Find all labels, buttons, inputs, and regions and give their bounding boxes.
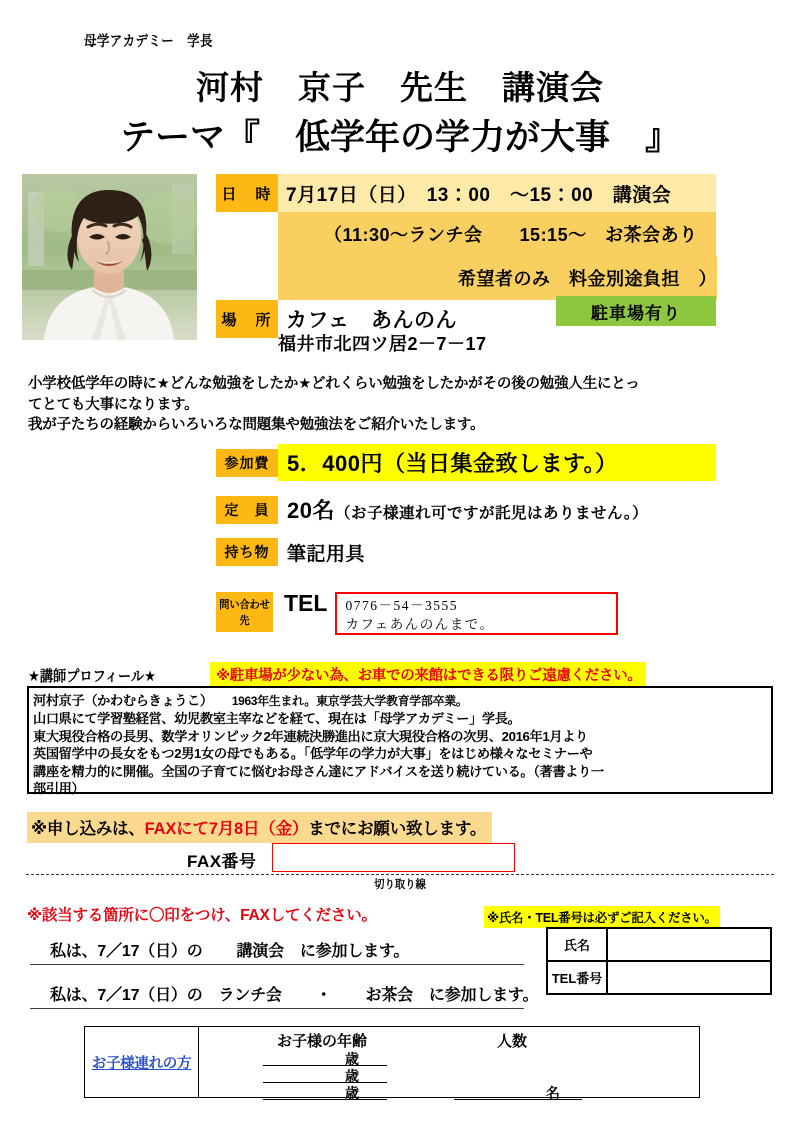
fee-row — [216, 444, 716, 481]
profile-line-1 — [33, 692, 766, 710]
capacity-number: 20名 — [287, 498, 335, 523]
fee-block — [216, 444, 716, 575]
place-value: カフェ あんのん — [278, 300, 716, 338]
children-count-input[interactable]: 名 — [454, 1083, 582, 1100]
children-count-header: 人数 — [497, 1033, 528, 1050]
tel-note: カフェあんのんまで。 — [345, 616, 495, 632]
speaker-portrait-photo — [22, 174, 197, 340]
application-note: ※該当する箇所に〇印をつけ、FAXしてください。 — [27, 907, 377, 924]
name-input[interactable] — [607, 928, 771, 961]
tel-number: 0776－54－3555 — [345, 598, 458, 613]
fee-label: 参加費 — [216, 449, 278, 477]
applicant-info-table — [546, 927, 772, 995]
deadline-highlight: FAXにて7月8日（金） — [144, 820, 309, 838]
contact-row — [216, 592, 618, 635]
event-info-table — [216, 174, 717, 354]
spacer-label-2 — [216, 256, 278, 300]
tel-word: TEL — [284, 590, 328, 616]
children-link[interactable]: お子様連れの方 — [91, 1055, 192, 1072]
theme-title: テーマ『 低学年の学力が大事 』 — [119, 118, 680, 157]
cut-line-divider — [26, 874, 774, 875]
application-line-lunch-tea[interactable] — [30, 982, 539, 1009]
children-age-header: お子様の年齢 — [277, 1033, 368, 1050]
app2-suffix: に参加します。 — [428, 987, 539, 1004]
capacity-label: 定 員 — [216, 496, 278, 524]
children-table — [84, 1026, 700, 1101]
place-label: 場 所 — [216, 300, 278, 338]
parking-warning: ※駐車場が少ない為、お車での来館はできる限りご遠慮ください。 — [210, 662, 646, 688]
app1-suffix: に参加します。 — [299, 943, 410, 960]
app2-prefix: 私は、7／17（日）の — [50, 987, 203, 1004]
children-age-input-3[interactable]: 歳 — [263, 1083, 387, 1100]
datetime-value: 7月17日（日） 13：00 ～15：00 講演会 — [278, 174, 716, 212]
children-age-input-2[interactable]: 歳 — [263, 1066, 387, 1083]
items-value: 筆記用具 — [287, 543, 366, 565]
deadline-pre: ※申し込みは、 — [31, 820, 145, 838]
items-row — [216, 538, 716, 566]
venue-address: 福井市北四ツ居2－7－17 — [278, 334, 487, 354]
info-row-optional — [216, 256, 716, 300]
profile-line-6: 部引用） — [33, 781, 85, 797]
fax-number-input[interactable] — [272, 843, 515, 872]
profile-heading: ★講師プロフィール★ — [28, 667, 156, 685]
app2-option-lunch[interactable]: ランチ会 — [218, 987, 282, 1004]
fax-number-label: FAX番号 — [187, 852, 257, 871]
cut-line-label: 切り取り線 — [374, 879, 426, 891]
info-row-lunch — [216, 212, 716, 256]
profile-line-3: 東大現役合格の長男、数学オリンピック2年連続決勝進出に京大現役合格の次男、2016年1月より — [33, 728, 588, 744]
children-label-cell — [85, 1027, 199, 1097]
items-label: 持ち物 — [216, 538, 278, 566]
info-row-datetime — [216, 174, 716, 212]
sub-line-1: （11:30～ランチ会 15:15～ お茶会あり — [278, 212, 716, 256]
fee-value: 5．400円（当日集金致します。） — [278, 444, 716, 481]
profile-box — [27, 686, 773, 797]
name-required-note: ※氏名・TEL番号は必ずご記入ください。 — [484, 906, 720, 928]
lead-line-2: てとても大事になります。 — [28, 396, 199, 413]
page-title: 河村 京子 先生 講演会 — [196, 69, 604, 106]
datetime-label: 日 時 — [216, 174, 278, 212]
parking-badge: 駐車場有り — [556, 296, 716, 326]
deadline-post: までにお願い致します。 — [308, 820, 487, 838]
tel-input[interactable] — [607, 961, 771, 994]
tel-box — [335, 592, 618, 635]
organization-line: 母学アカデミー 学長 — [84, 34, 213, 50]
profile-header — [28, 662, 780, 688]
capacity-row — [216, 494, 716, 525]
sub-line-2: 希望者のみ 料金別途負担 ） — [278, 256, 717, 300]
profile-line-4: 英国留学中の長女をもつ2男1女の母でもある。「低学年の学力が大事」をはじめ様々なセミナーや — [33, 746, 593, 762]
tel-key: TEL番号 — [547, 961, 607, 994]
lead-paragraph — [28, 374, 780, 436]
app2-option-tea[interactable]: お茶会 — [365, 987, 413, 1004]
children-fields-cell — [199, 1027, 699, 1101]
application-line-seminar[interactable] — [30, 938, 524, 965]
profile-person-name: 河村京子（かわむらきょうこ） — [33, 693, 207, 708]
app1-prefix: 私は、7／17（日）の — [50, 943, 203, 960]
children-age-input-1[interactable]: 歳 — [263, 1049, 387, 1066]
spacer-label-1 — [216, 212, 278, 256]
profile-birth-education: 1963年生まれ。東京学芸大学教育学部卒業。 — [231, 694, 468, 708]
app1-option[interactable]: 講演会 — [236, 943, 284, 960]
capacity-value — [278, 494, 716, 525]
name-key: 氏名 — [547, 928, 607, 961]
fax-deadline-notice — [27, 812, 492, 843]
lead-line-3: 我が子たちの経験からいろいろな問題集や勉強法をご紹介いたします。 — [28, 417, 485, 434]
contact-label: 問い合わせ先 — [216, 592, 273, 632]
profile-line-5: 講座を精力的に開催。全国の子育てに悩むお母さん達にアドバイスを送り続けている。（著書より一 — [33, 763, 604, 779]
profile-line-2: 山口県にて学習塾経営、幼児教室主宰などを経て、現在は「母学アカデミー」学長。 — [33, 710, 521, 726]
capacity-note: （お子様連れ可ですが託児はありません。） — [334, 505, 649, 522]
table-row — [547, 961, 771, 994]
lead-line-1: 小学校低学年の時に★どんな勉強をしたか★どれくらい勉強をしたかがその後の勉強人生にとっ — [28, 376, 640, 392]
app2-separator: ・ — [315, 987, 332, 1004]
table-row — [547, 928, 771, 961]
